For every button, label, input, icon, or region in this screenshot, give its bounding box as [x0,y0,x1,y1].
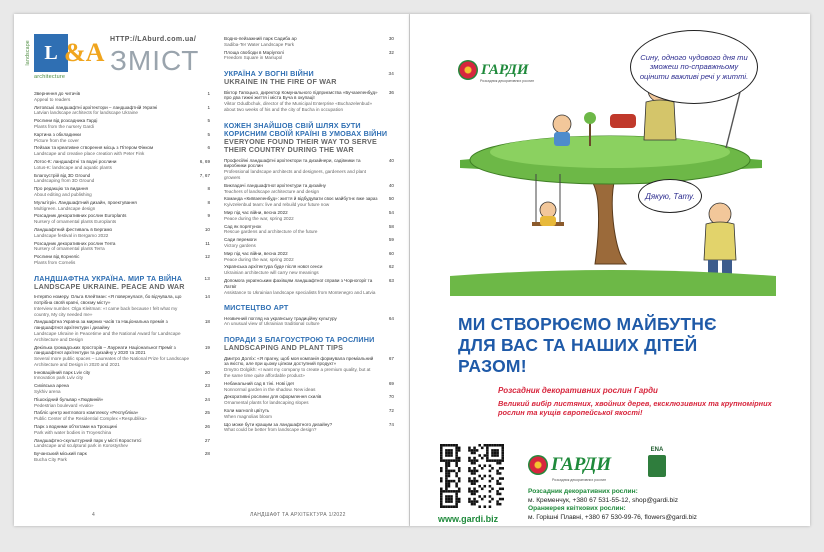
toc-page-number: 58 [388,223,394,229]
section-heading-text [224,336,394,352]
toc-entry-text [224,278,378,295]
toc-entry-text [34,383,194,395]
toc-entry-title-ua: Ландшафтно-скульптурний парк у місті Короститсі [34,437,142,443]
toc-page-number: 6, 69 [199,158,210,164]
section-heading-text [34,275,194,291]
logo-letter: L [34,34,68,72]
toc-entry-text [34,319,194,342]
toc-entry-title-ua: Коли магнолії цвітуть [224,407,270,413]
toc-entry-title-en: Several more public spaces – Laureates of the National Prize for Landscape Architecture and Design in 2020 and 2021 [34,356,190,367]
toc-entry-title-en: Public Center of the Residential Complex «Respublika» [34,416,147,422]
toc-entry-text [34,159,194,171]
toc-entry[interactable] [224,237,394,249]
toc-entry[interactable] [34,370,210,382]
toc-entry-title-en: Kyivzelenbud team: live and rebuild your future now [224,202,330,208]
toc-page-number: 14 [204,294,210,300]
right-page-ad [410,14,810,526]
toc-entry-title-ua: Бучанський міський парк [34,451,87,457]
toc-page-number: 36 [388,89,394,95]
toc-entry-title-ua: Допомога українським фахівцям ландшафтної справи з Чорногорії та Латвії [224,277,373,289]
contact-line[interactable]: м. Кременчук, +380 67 531-55-12, shop@gardi.biz [528,496,678,504]
toc-entry-text [34,294,194,317]
section-title-ua: УКРАЇНА У ВОГНІ ВІЙНИ [224,69,314,79]
toc-page-number: 40 [388,157,394,163]
toc-page-number: 70 [388,394,394,400]
section-title-en: LANDSCAPE UKRAINE. PEACE AND WAR [34,281,185,291]
toc-entry-title-en: Ornamental plants for landscaping slopes [224,400,309,406]
toc-entry[interactable] [224,278,394,295]
toc-page-number: 32 [388,49,394,55]
toc-page-number: 40 [388,182,394,188]
toc-entry-title-ua: Що може бути кращим за ландшафтного дизайну? [224,421,333,427]
toc-entry-title-ua: Парк з водними об'єктами на Троєщині [34,424,118,430]
toc-entry-title-en: Landscape and creative place creation with Peter Fink [34,151,145,157]
gardi-logo-bottom [528,454,611,476]
speech-bubble-son: Дякую, Тату. [638,179,702,213]
toc-entry-title-ua: Пабліс центр житлового комплексу «Республіка» [34,410,139,416]
toc-entry-title-en: Freedom Square in Mariupol [224,55,283,61]
toc-page-number: 54 [388,209,394,215]
toc-entry-text [34,410,194,422]
toc-entry-title-en: Plants from Cornelis [34,259,76,265]
speech-bubble-father: Сину, одного чудового дня ти зможеш по-справжньому оцінити важливі речі у житті. [630,30,758,104]
left-page [14,14,410,526]
toc-page-number: 74 [388,421,394,427]
section-heading-row [34,275,210,291]
toc-entry-text [224,196,378,208]
toc-entry[interactable] [34,241,210,253]
toc-entry[interactable] [224,394,394,406]
toc-entry-title-ua: Водно-пейзажний парк Садиба ар [224,36,297,41]
section-heading-row [224,304,394,312]
toc-entry[interactable] [224,251,394,263]
toc-entry-text [224,237,378,249]
toc-entry-title-en: Bucha City Park [34,457,67,463]
toc-entry-title-en: Peace during the war, spring 2022 [224,256,294,262]
contacts-block [528,488,697,522]
toc-entry-title-ua: Площа свободи в Маріуполі [224,49,284,55]
toc-entry[interactable] [224,90,394,113]
footer-title: ЛАНДШАФТ ТА АРХІТЕКТУРА 1/2022 [250,512,346,518]
toc-entry-title-ua: Сади перемоги [224,237,257,243]
toc-entry-title-ua: Віктор Гапоцько, директор Комунального підприємства «Бучазеленбуд» про два тижні життя і міста Буча в окупації [224,89,378,101]
headline-line: ДЛЯ ВАС ТА НАШИХ ДІТЕЙ [458,335,698,355]
toc-entry[interactable] [34,200,210,212]
logo-subtitle: architecture [34,74,66,80]
toc-entry-text [34,91,194,103]
page-title: ЗМІСТ [110,45,200,76]
toc-entry[interactable] [34,438,210,450]
toc-entry-title-ua: Декілька громадських просторів – Лауреати Національної Премії з ландшафтної архітектури та дизайну у 2020 та 2021 [34,344,176,356]
toc-entry-title-en: Sykhiv arena [34,389,61,395]
brand-name: ГАРДИ [481,61,529,78]
toc-entry-text [34,200,194,212]
toc-section-heading [224,336,394,352]
toc-entry-title-en: Nonnormal garden in the shadow. New ideas [224,386,316,392]
toc-entry[interactable] [34,254,210,266]
toc-page-number: 10 [204,226,210,232]
toc-entry-text [224,36,378,48]
toc-entry[interactable] [34,173,210,185]
toc-entry-title-en: Landscape and sculptural park in Korostyshev [34,443,128,449]
toc-entry-title-en: Interview number. Olga Kleitman: «I came back because I felt what my country, My city needed me» [34,305,178,317]
toc-entry-text [34,397,194,409]
toc-entry-title-ua: Мультігрін. Ландшафтний дизайн, проектування [34,199,137,205]
toc-page-number: 6 [207,145,210,151]
toc-entry-title-ua: Професійні ландшафтні архітектори та дизайнери, садівники та виробники рослин [224,157,361,169]
toc-entry[interactable] [34,451,210,463]
section-page-number: 13 [204,275,210,281]
page-number: 4 [92,512,95,518]
toc-entry[interactable] [34,424,210,436]
toc-entry-title-ua: Українська архітектура буде після нової сенси [224,264,323,270]
toc-entry-title-ua: Ландшафтний фестиваль в Бергамо [34,226,113,232]
toc-entry-title-en: Professional landscape architects and designers, gardeners and plant growers [224,169,366,180]
toc-entry-text [224,210,378,222]
toc-entry-title-en: Victory gardens [224,242,256,248]
toc-page-number: 50 [388,196,394,202]
section-heading-text [224,122,394,155]
toc-entry-text [224,422,378,434]
toc-entry-title-en: About editing and publishing [34,191,92,197]
toc-entry-text [224,183,378,195]
toc-entry[interactable] [224,196,394,208]
section-title-en: UKRAINE IN THE FIRE OF WAR [224,77,337,87]
toc-page-number: 9 [207,213,210,219]
section-title-ua: КОЖЕН ЗНАЙШОВ СВІЙ ШЛЯХ БУТИ КОРИСНИМ СВОЇЙ КРАЇНІ В УМОВАХ ВІЙНИ [224,120,388,138]
brand-name-bottom: ГАРДИ [551,454,612,475]
toc-entry-title-ua: Сад як порятунок [224,223,262,229]
toc-entry-title-en: Park with water bodies in Troyeschina [34,429,112,435]
toc-section-heading [224,304,394,312]
contact-heading: Розсадник декоративних рослин: [528,488,638,495]
toc-entry[interactable] [224,210,394,222]
toc-page-number: 67 [388,355,394,361]
toc-entry-title-ua: Благоустрій від 3D Ground [34,172,91,178]
toc-entry[interactable] [34,294,210,317]
toc-entry-title-en: An unusual view of Ukrainian traditional culture [224,321,320,327]
section-heading-text [224,304,394,312]
section-title-en: LANDSCAPING AND PLANT TIPS [224,343,344,353]
flower-icon [528,455,548,475]
qr-code[interactable] [440,444,504,508]
toc-entry-text [34,241,194,253]
toc-entry-text [34,118,194,130]
toc-entry-text [224,50,378,62]
toc-entry-text [224,264,378,276]
toc-entry-title-en: Lotus-K: landscape and aquatic plants [34,164,112,170]
toc-page-number: 12 [204,254,210,260]
toc-entry-title-ua: Лотос-К: ландшафтні та водні рослини [34,158,117,164]
toc-entry-title-ua: Пішохідний бульвар «Людвиній» [34,396,104,402]
toc-entry-title-ua: Мир під час війни, весна 2022 [224,209,288,215]
toc-page-number: 60 [388,250,394,256]
toc-section-heading [224,70,394,86]
toc-entry[interactable] [224,50,394,62]
section-heading-text [224,70,378,86]
headline-line: МИ СТВОРЮЄМО МАЙБУТНЄ [458,314,717,334]
toc-entry-text [34,424,194,436]
toc-page-number: 20 [204,369,210,375]
toc-entry[interactable] [34,383,210,395]
toc-entry[interactable] [34,213,210,225]
toc-entry-title-ua: Рослини від Корнеліс [34,254,80,260]
toc-entry-title-en: Ukrainian architecture will carry new meanings [224,270,319,276]
section-title-en: EVERYONE FOUND THEIR WAY TO SERVE THEIR COUNTRY DURING THE WAR [224,137,378,155]
toc-entry-title-ua: Розсадник декоративних рослин Europlants [34,213,127,219]
toc-entry-title-ua: Декоративні рослини для оформлення схилів [224,394,322,400]
toc-section-heading [34,275,210,291]
toc-page-number: 62 [388,264,394,270]
toc-page-number: 1 [207,104,210,110]
toc-entry-text [34,132,194,144]
toc-entry-text [34,227,194,239]
toc-entry-title-en: Picture from the cover [34,137,79,143]
toc-entry-title-en: Innovation park Lviv city [34,375,84,381]
flower-icon [458,60,478,80]
toc-entry-title-ua: Викладачі ландшафтної архітектури та дизайну [224,182,326,188]
toc-entry-title-en: Landscape festival in Bergamo 2022 [34,232,109,238]
toc-entry-text [224,224,378,236]
toc-entry-text [34,438,194,450]
toc-entry[interactable] [224,224,394,236]
toc-entry-text [224,394,378,406]
toc-entry-title-ua: Литовські ландшафтні архітектори – ландшафтній Україні [34,104,158,110]
ad-website-link[interactable]: www.gardi.biz [438,514,499,524]
logo-vertical-text: landscape [25,40,31,66]
toc-entry[interactable] [34,319,210,342]
toc-entry[interactable] [224,422,394,434]
toc-entry-title-en: Nursery of ornamental plants Terra [34,246,105,252]
ad-headline [458,314,778,377]
nursery-name: Розсадник декоративних рослин Гарди [498,386,658,395]
toc-entry-title-ua: Розсадник декоративних рослин Тerra [34,240,116,246]
toc-page-number: 59 [388,237,394,243]
toc-entry-text [34,105,194,117]
toc-entry-title-en: Appeal to readers [34,96,71,102]
toc-page-number: 64 [388,315,394,321]
toc-entry-title-en: Nursery of ornamental plants Europlants [34,219,117,225]
toc-page-number: 30 [388,36,394,41]
toc-entry-title-ua: Ландшафтна Україна за мирних часів та Національна премія з ландшафтної архітектури і дизайну [34,319,168,331]
toc-entry-title-ua: Небанальний сад в тіні. Нові ідеї [224,380,294,386]
toc-entry-title-en: Latvian landscape architects for landscape Ukraine [34,110,138,116]
toc-page-number: 8 [207,199,210,205]
toc-entry-text [224,90,378,113]
toc-entry-title-en: Landscaping from 3D Ground [34,178,95,184]
toc-page-number: 7, 67 [199,172,210,178]
toc-page-number: 11 [205,240,210,246]
headline-line: РАЗОМ! [458,356,527,376]
toc-entry[interactable] [34,91,210,103]
toc-page-number: 27 [204,437,210,443]
toc-entry-text [34,145,194,157]
toc-entry[interactable] [224,316,394,328]
toc-entry-text [224,381,378,393]
section-heading-row [224,336,394,352]
section-title-ua: ПОРАДИ З БЛАГОУСТРОЮ ТА РОСЛИНИ [224,335,375,345]
toc-entry-title-en: Sadiba-Ter Water Landscape Park [224,41,295,47]
section-heading-row [224,70,394,86]
toc-entry[interactable] [224,36,394,48]
toc-entry[interactable] [34,410,210,422]
toc-page-number: 5 [207,118,210,124]
ena-label: ENA [650,447,664,453]
toc-entry[interactable] [34,397,210,409]
section-title-ua: МИСТЕЦТВО АРТ [224,303,289,313]
toc-entry-title-ua: Пейзаж та креативне створення місць з Пітером Фінком [34,145,154,151]
toc-entry-text [224,251,378,263]
toc-entry[interactable] [34,132,210,144]
toc-page-number: 23 [204,383,210,389]
toc-entry-title-en: Pedestrian boulevard «Ivalo» [34,402,94,408]
toc-entry[interactable] [224,408,394,420]
toc-entry-title-en: Teachers of landscape architecture and design [224,188,319,194]
section-title-ua: ЛАНДШАФТНА УКРАЇНА. МИР ТА ВІЙНА [34,273,183,283]
toc-entry-title-ua: Інтерв'ю номеру. Ольга Клейтман: «Я повернулася, бо відчувала, що потрібна своїй країні, своєму місту» [34,294,182,305]
toc-section-heading [224,122,394,155]
toc-entry-text [34,213,194,225]
toc-column-2 [224,36,394,433]
toc-entry-text [34,451,194,463]
toc-entry[interactable] [224,183,394,195]
toc-page-number: 25 [204,410,210,416]
toc-entry-text [224,356,378,379]
toc-entry-text [34,345,194,368]
toc-entry-text [224,408,378,420]
toc-entry[interactable] [224,158,394,181]
section-heading-row [224,122,394,155]
toc-entry-title-en: Landscape Ukraine in Peacetime and the National Award for Landscape Architecture and Design [34,330,181,342]
toc-entry-title-en: What could be better from landscape design? [224,427,317,433]
toc-entry-title-en: Peace during the war, spring 2022 [224,215,294,221]
section-page-number: 34 [388,71,394,77]
toc-entry-title-en: Multigreen. Landscape design [34,205,96,211]
toc-page-number: 18 [204,319,210,325]
toc-entry-text [34,254,194,266]
toc-entry[interactable] [224,264,394,276]
toc-entry[interactable] [34,159,210,171]
toc-entry[interactable] [224,356,394,379]
toc-entry-text [34,370,194,382]
toc-page-number: 24 [204,396,210,402]
toc-page-number: 63 [388,277,394,283]
toc-entry[interactable] [34,345,210,368]
toc-page-number: 26 [204,424,210,430]
toc-entry-title-en: Viktor Odudbchuk, director of the Municipal Enterprise «Buchazelenbud» about two weeks of his and the city of Bucha in occupation [224,101,373,112]
toc-entry-title-en: When magnolias bloom [224,413,273,419]
toc-entry[interactable] [34,186,210,198]
toc-column-1 [34,91,210,463]
toc-entry-title-ua: Картина з обкладинки [34,131,81,137]
toc-entry-title-en: Dmytro Dolgikh: «I want my company to create a premium quality, but at the same time quite affordable product» [224,367,371,378]
toc-entry[interactable] [34,227,210,239]
toc-entry-text [34,186,194,198]
toc-page-number: 72 [388,407,394,413]
toc-entry-title-ua: Інноваційний парк Lviv city [34,369,91,375]
gardi-logo [458,60,529,80]
toc-entry[interactable] [34,118,210,130]
contact-line[interactable]: м. Горішні Плавні, +380 67 530-99-76, flowers@gardi.biz [528,513,697,521]
toc-page-number: 1 [207,91,210,96]
toc-entry-title-ua: Рослини від розсадника Гарді [34,118,98,124]
magazine-logo [25,34,105,84]
toc-entry[interactable] [34,145,210,157]
ad-description: Великий вибір листяних, хвойних дерев, ексклюзивних та крупномірних рослин та кущів європейської якості! [498,399,772,418]
toc-entry-title-ua: Сихівська арена [34,383,69,389]
magazine-website[interactable]: HTTP://LAburd.com.ua/ [110,36,197,43]
toc-page-number: 69 [388,380,394,386]
toc-entry-text [224,158,378,181]
toc-page-number: 8 [207,186,210,192]
toc-entry-title-ua: Команда «Київзеленбуд»: життя й відбудувати своє майбутнє вже зараз [224,196,378,202]
toc-entry-title-ua: Незвичний погляд на українську традиційну культуру [224,315,337,321]
brand-tagline: Розсадник декоративних рослин [480,79,535,83]
toc-entry-title-ua: Дмитро Долгіх: «Я прагну, щоб моя компанія формувала преміальний за якістю, але при цьому цілком доступний продукт» [224,355,374,367]
toc-page-number: 19 [204,344,210,350]
toc-entry-title-en: Rescue gardens and architecture of the future [224,229,318,235]
toc-entry-title-ua: Мир під час війни, весна 2022 [224,250,288,256]
toc-entry-text [224,316,378,328]
brand-tagline-bottom: Розсадник декоративних рослин [552,478,607,482]
toc-entry-title-ua: Звернення до читачів [34,91,81,96]
toc-entry-text [34,173,194,185]
ena-leaf-icon [648,455,666,477]
toc-page-number: 28 [204,451,210,457]
toc-entry-title-en: Plants from the nursery Gardi [34,123,94,129]
toc-entry-title-ua: Про редакцію та видання [34,186,89,192]
toc-entry[interactable] [224,381,394,393]
toc-entry-title-en: Assistance to Ukrainian landscape specialists from Montenegro and Latvia [224,289,376,295]
toc-entry[interactable] [34,105,210,117]
contact-heading: Оранжерея квіткових рослин: [528,505,626,513]
toc-page-number: 5 [207,131,210,137]
logo-ampersand: &A [64,38,105,67]
